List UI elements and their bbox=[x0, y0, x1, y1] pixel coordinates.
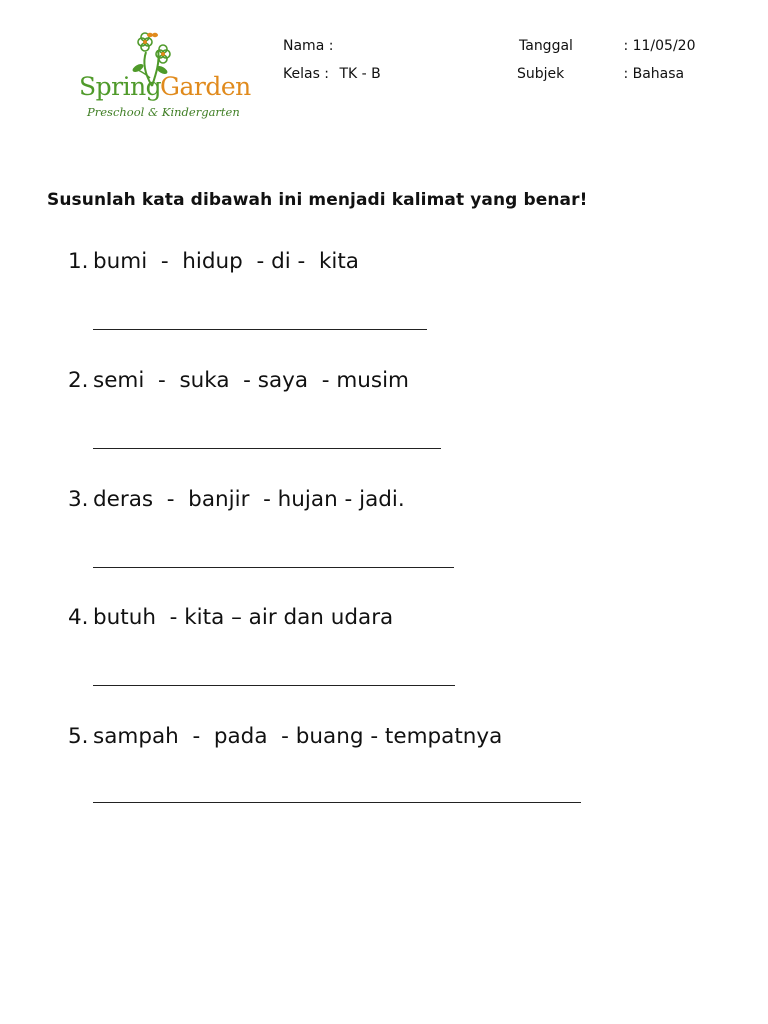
question-number: 1. bbox=[68, 249, 89, 274]
answer-line[interactable] bbox=[93, 567, 454, 568]
school-logo bbox=[76, 30, 251, 126]
question-item bbox=[68, 370, 688, 392]
subjek-label: Subjek bbox=[517, 66, 565, 82]
kelas-label: Kelas : bbox=[283, 66, 330, 82]
question-number: 5. bbox=[68, 724, 89, 749]
answer-line[interactable] bbox=[93, 329, 427, 330]
instruction-heading: Susunlah kata dibawah ini menjadi kalimat yang benar! bbox=[47, 190, 588, 210]
question-number: 4. bbox=[68, 605, 89, 630]
answer-line[interactable] bbox=[93, 685, 455, 686]
nama-label: Nama : bbox=[283, 38, 334, 54]
question-words: sampah - pada - buang - tempatnya bbox=[93, 724, 503, 749]
answer-line[interactable] bbox=[93, 448, 441, 449]
logo-word-garden: Garden bbox=[160, 72, 251, 101]
tanggal-label: Tanggal bbox=[519, 38, 573, 54]
question-words: butuh - kita – air dan udara bbox=[93, 605, 394, 630]
question-item bbox=[68, 251, 688, 273]
question-words: bumi - hidup - di - kita bbox=[93, 249, 359, 274]
kelas-value: TK - B bbox=[339, 66, 381, 82]
question-item bbox=[68, 726, 688, 748]
question-number: 3. bbox=[68, 487, 89, 512]
kelas-field bbox=[283, 67, 381, 81]
logo-word-spring: Spring bbox=[79, 72, 162, 101]
subjek-value: : Bahasa bbox=[623, 66, 685, 82]
question-item bbox=[68, 489, 688, 511]
question-words: deras - banjir - hujan - jadi. bbox=[93, 487, 405, 512]
tanggal-field bbox=[519, 39, 696, 53]
tanggal-value: : 11/05/20 bbox=[623, 38, 696, 54]
question-item bbox=[68, 607, 688, 629]
nama-field bbox=[283, 39, 338, 53]
subjek-field bbox=[517, 67, 684, 81]
answer-line[interactable] bbox=[93, 802, 581, 803]
question-number: 2. bbox=[68, 368, 89, 393]
logo-tagline: Preschool & Kindergarten bbox=[87, 105, 240, 119]
question-words: semi - suka - saya - musim bbox=[93, 368, 410, 393]
